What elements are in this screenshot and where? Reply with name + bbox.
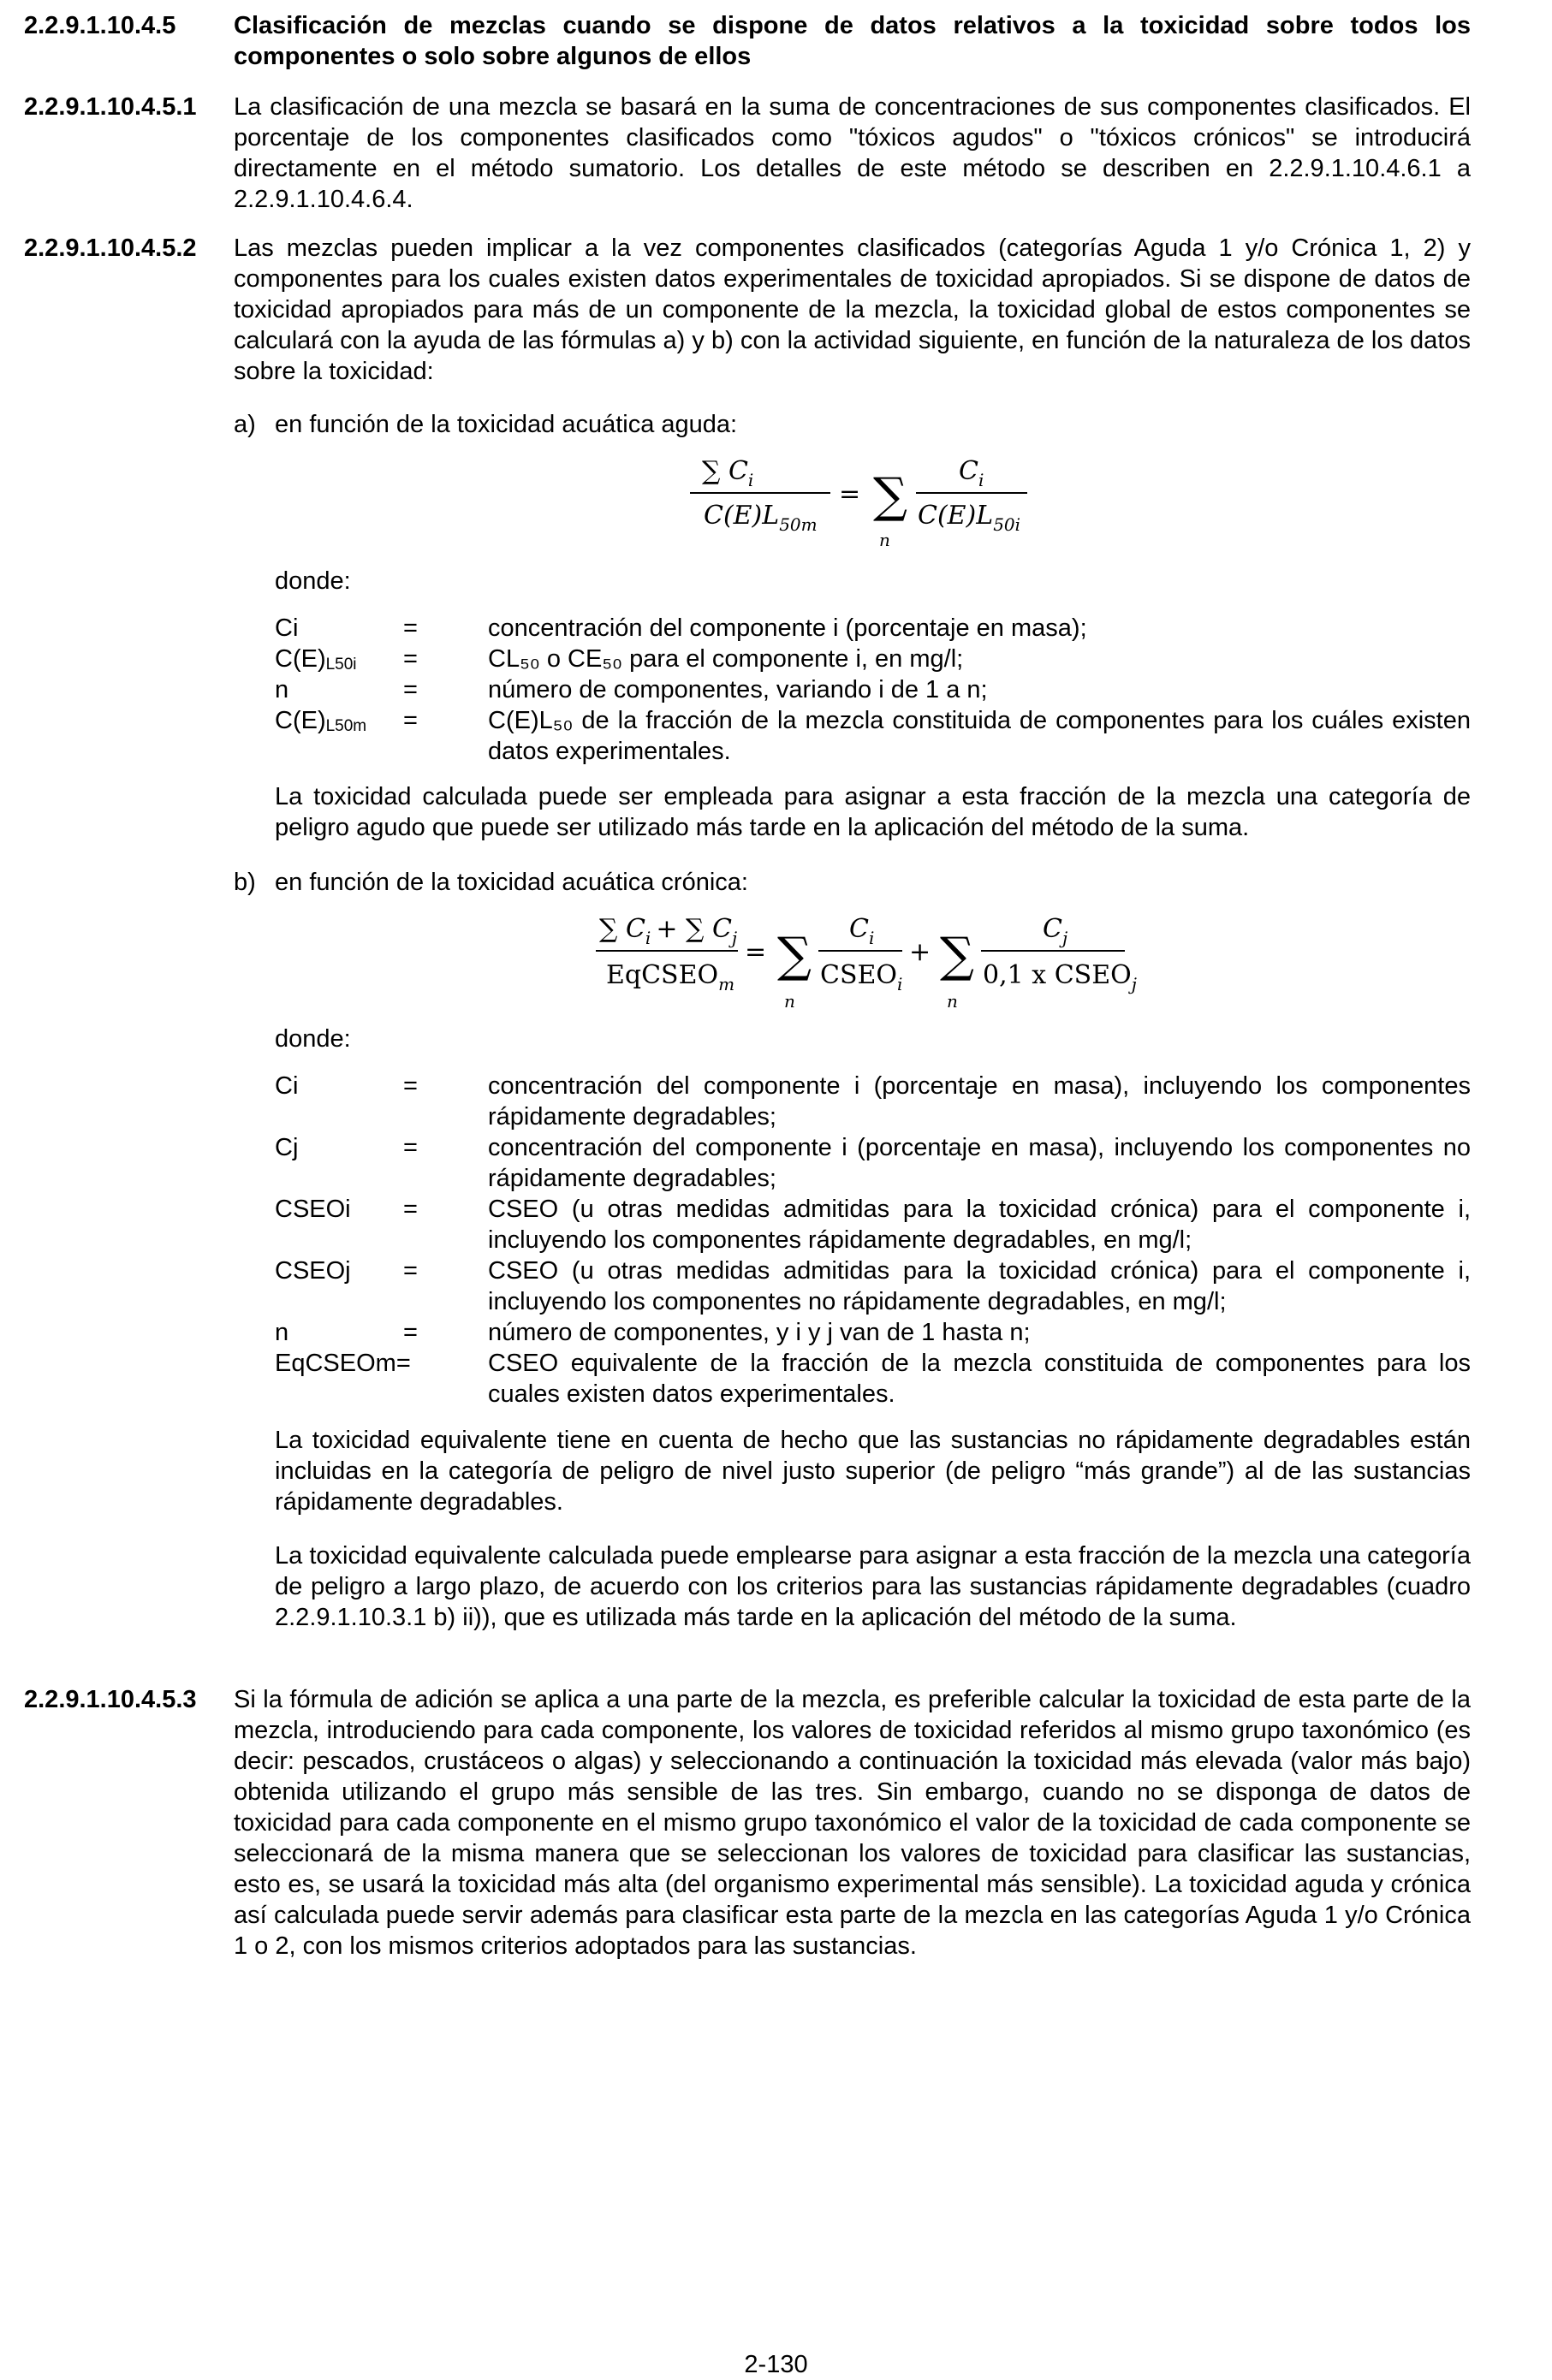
section-heading-4-5	[24, 10, 1471, 72]
item-label: a)	[234, 411, 256, 438]
formula-lhs-numerator: ∑ $C_i$ + ∑ $C_j$	[599, 914, 738, 948]
acute-note: La toxicidad calculada puede ser empleada para asignar a esta fracción de la mezcla una categoría de peligro agudo que puede ser utilizado más tarde en la aplicación del método de la suma.	[275, 783, 1471, 841]
section-4-5-1	[24, 92, 1471, 215]
definition-row	[275, 705, 1471, 767]
definition-equals: =	[403, 707, 418, 734]
donde-label: donde:	[275, 567, 351, 595]
section-text: Las mezclas pueden implicar a la vez componentes clasificados (categorías Aguda 1 y/o Crónica 1, 2) y componentes para los cuales existen datos experimentales de toxicidad apropiados. Si se dispone de datos de toxicidad apropiados para más de un componente de la mezcla, la toxicidad global de estos componentes se calculará con la ayuda de las fórmulas a) y b) con la actividad siguiente, en función de la naturaleza de los datos sobre la toxicidad:	[234, 234, 1471, 385]
list-item-a	[234, 409, 1471, 440]
section-number: 2.2.9.1.10.4.5.1	[24, 93, 197, 121]
section-number: 2.2.9.1.10.4.5.3	[24, 1686, 197, 1713]
definition-symbol: Cj	[275, 1134, 299, 1161]
definition-row	[275, 644, 1471, 674]
page-number: 2-130	[744, 2351, 808, 2378]
list-item-b	[234, 867, 1471, 898]
summation-sign: ∑	[777, 928, 812, 983]
definition-text: número de componentes, y i y j van de 1 hasta n;	[488, 1319, 1031, 1346]
formula-lhs-numerator: ∑ $C_i$	[702, 456, 754, 490]
definition-symbol: Ci	[275, 1072, 299, 1100]
definition-text: CSEO equivalente de la fracción de la mezcla constituida de componentes para los cuales existen datos experimentales.	[488, 1350, 1471, 1408]
formula-rhs-denominator: $C(E)L_{50i}$	[918, 501, 1021, 535]
definition-list-a	[275, 613, 1471, 767]
definition-symbol: CSEOj	[275, 1257, 351, 1285]
section-text: La clasificación de una mezcla se basará en la suma de concentraciones de sus componentes clasificados. El porcentaje de los componentes clasificados como "tóxicos agudos" o "tóxicos crónicos" se introducirá directamente en el método sumatorio. Los detalles de este método se describen en 2.2.9.1.10.4.6.1 a 2.2.9.1.10.4.6.4.	[234, 93, 1471, 213]
definition-text: concentración del componente i (porcentaje en masa), incluyendo los componentes no rápidamente degradables;	[488, 1134, 1471, 1192]
definition-equals: =	[403, 676, 418, 703]
definition-text: C(E)L₅₀ de la fracción de la mezcla constituida de componentes para los cuáles existen datos experimentales.	[488, 707, 1471, 765]
item-text: en función de la toxicidad acuática crónica:	[275, 869, 748, 896]
definition-symbol: Ci	[275, 614, 299, 642]
definition-symbol: $C(E)_{L50m}$	[275, 707, 367, 735]
definition-text: concentración del componente i (porcentaje en masa), incluyendo los componentes rápidamente degradables;	[488, 1072, 1471, 1131]
definition-row	[275, 1132, 1471, 1194]
section-number: 2.2.9.1.10.4.5.2	[24, 234, 197, 262]
term2-numerator: $C_j$	[1043, 914, 1068, 948]
definition-symbol: $C(E)_{L50i}$	[275, 645, 357, 674]
formula-rhs-numerator: $C_i$	[959, 456, 984, 490]
definition-symbol: n	[275, 1319, 289, 1346]
definition-row	[275, 1317, 1471, 1348]
definition-list-b	[275, 1071, 1471, 1410]
summation-index: n	[879, 530, 890, 550]
item-text: en función de la toxicidad acuática aguda:	[275, 411, 738, 438]
summation-index: n	[784, 991, 795, 1012]
definition-row	[275, 613, 1471, 644]
definition-text: CSEO (u otras medidas admitidas para la toxicidad crónica) para el componente i, incluyendo los componentes rápidamente degradables, en mg/l;	[488, 1196, 1471, 1254]
term2-denominator: 0,1 x $CSEO_j$	[983, 960, 1137, 994]
section-title: Clasificación de mezclas cuando se dispone de datos relativos a la toxicidad sobre todos los componentes o solo sobre algunos de ellos	[234, 12, 1471, 70]
definition-equals: =	[403, 1072, 418, 1100]
definition-symbol: CSEOi	[275, 1196, 351, 1223]
term1-denominator: $CSEO_i$	[820, 960, 903, 994]
plus-sign: +	[909, 937, 931, 967]
definition-text: número de componentes, variando i de 1 a n;	[488, 676, 988, 703]
formula-chronic	[591, 903, 1173, 1018]
definition-row	[275, 674, 1471, 705]
definition-equals: =	[403, 1196, 418, 1223]
term1-numerator: $C_i$	[849, 914, 875, 948]
chronic-note-2: La toxicidad equivalente calculada puede emplearse para asignar a esta fracción de la mezcla una categoría de peligro a largo plazo, de acuerdo con los criterios para las sustancias rápidamente degradables (cuadro 2.2.9.1.10.3.1 b) ii)), que es utilizada más tarde en la aplicación del método de la suma.	[275, 1542, 1471, 1631]
definition-text: CL₅₀ o CE₅₀ para el componente i, en mg/l;	[488, 645, 964, 673]
definition-text: CSEO (u otras medidas admitidas para la toxicidad crónica) para el componente i, incluyendo los componentes no rápidamente degradables, en mg/l;	[488, 1257, 1471, 1315]
section-4-5-2	[24, 233, 1471, 387]
donde-label: donde:	[275, 1025, 351, 1053]
item-label: b)	[234, 869, 256, 896]
chronic-note-1: La toxicidad equivalente tiene en cuenta de hecho que las sustancias no rápidamente degradables están incluidas en la categoría de peligro de nivel justo superior (de peligro “más grande”) al de las sustancias rápidamente degradables.	[275, 1427, 1471, 1516]
definition-equals: =	[403, 1134, 418, 1161]
definition-symbol: EqCSEOm=	[275, 1350, 411, 1377]
definition-equals: =	[403, 645, 418, 673]
summation-sign: ∑	[940, 928, 974, 983]
formula-acute	[685, 445, 1044, 556]
formula-lhs-denominator: $C(E)L_{50m}$	[704, 501, 818, 535]
definition-row	[275, 1071, 1471, 1132]
summation-sign: ∑	[873, 468, 907, 524]
definition-row	[275, 1348, 1471, 1410]
section-4-5-3	[24, 1684, 1471, 1962]
definition-symbol: n	[275, 676, 289, 703]
section-text: Si la fórmula de adición se aplica a una parte de la mezcla, es preferible calcular la toxicidad de esta parte de la mezcla, introduciendo para cada componente, los valores de toxicidad referidos al mismo grupo taxonómico (es decir: pescados, crustáceos o algas) y seleccionando a continuación la toxicidad más elevada (valor más bajo) obtenida utilizando el grupo más sensible de las tres. Sin embargo, cuando no se disponga de datos de toxicidad para cada componente en el mismo grupo taxonómico el valor de la toxicidad de cada componente se seleccionará de la misma manera que se seleccionan los valores de toxicidad para clasificar las sustancias, esto es, se usará la toxicidad más alta (del organismo experimental más sensible). La toxicidad aguda y crónica así calculada puede servir además para clasificar esta parte de la mezcla en las categorías Aguda 1 y/o Crónica 1 o 2, con los mismos criterios adoptados para las sustancias.	[234, 1686, 1471, 1960]
equals-sign: =	[839, 479, 861, 509]
definition-text: concentración del componente i (porcentaje en masa);	[488, 614, 1087, 642]
equals-sign: =	[745, 937, 767, 967]
section-number: 2.2.9.1.10.4.5	[24, 12, 176, 39]
summation-index: n	[947, 991, 958, 1012]
definition-row	[275, 1255, 1471, 1317]
definition-row	[275, 1194, 1471, 1255]
formula-lhs-denominator: EqCSEO$_m$	[606, 960, 735, 994]
definition-equals: =	[403, 1257, 418, 1285]
definition-equals: =	[403, 1319, 418, 1346]
definition-equals: =	[403, 614, 418, 642]
